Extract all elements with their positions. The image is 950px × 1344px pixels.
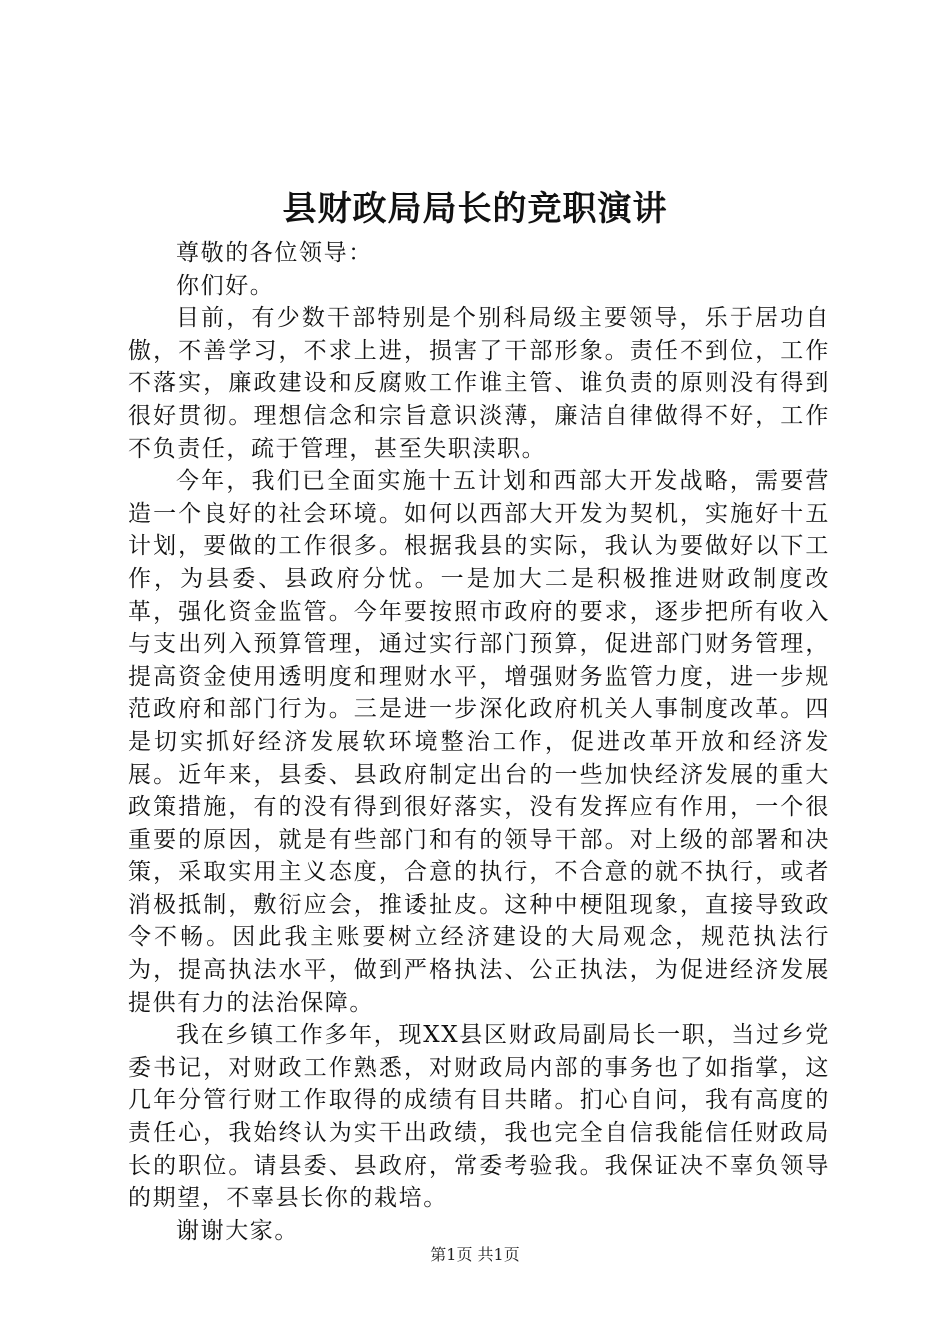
paragraph-qualifications: 我在乡镇工作多年，现XX县区财政局副局长一职，当过乡党委书记，对财政工作熟悉，对财政局内部的事务也了如指掌，这几年分管行财工作取得的成绩有目共睹。扪心自问，我有高度的责任心，我始终认为实干出政绩，我也完全自信我能信任财政局长的职位。请县委、县政府，常委考验我。我保证决不辜负领导的期望，不辜县长你的栽培。: [128, 1022, 830, 1212]
closing-thanks: 谢谢大家。: [176, 1217, 299, 1244]
document-title: 县财政局局长的竞职演讲: [282, 189, 668, 229]
page-footer: 第1页 共1页: [430, 1245, 520, 1264]
salutation: 尊敬的各位领导：: [176, 240, 373, 266]
paragraph-problems: 目前，有少数干部特别是个别科局级主要领导，乐于居功自傲，不善学习，不求上进，损害了干部形象。责任不到位，工作不落实，廉政建设和反腐败工作谁主管、谁负责的原则没有得到很好贯彻。理想信念和宗旨意识淡薄，廉洁自律做得不好，工作不负责任，疏于管理，甚至失职渎职。: [128, 305, 830, 462]
document-body: [128, 237, 830, 1247]
paragraph-work-plan: 今年，我们已全面实施十五计划和西部大开发战略，需要营造一个良好的社会环境。如何以西部大开发为契机，实施好十五计划，要做的工作很多。根据我县的实际，我认为要做好以下工作，为县委、县政府分忧。一是加大二是积极推进财政制度改革，强化资金监管。今年要按照市政府的要求，逐步把所有收入与支出列入预算管理，通过实行部门预算，促进部门财务管理，提高资金使用透明度和理财水平，增强财务监管力度，进一步规范政府和部门行为。三是进一步深化政府机关人事制度改革。四是切实抓好经济发展软环境整治工作，促进改革开放和经济发展。近年来，县委、县政府制定出台的一些加快经济发展的重大政策措施，有的没有得到很好落实，没有发挥应有作用，一个很重要的原因，就是有些部门和有的领导干部。对上级的部署和决策，采取实用主义态度，合意的执行，不合意的就不执行，或者消极抵制，敷衍应会，推诿扯皮。这种中梗阻现象，直接导致政令不畅。因此我主账要树立经济建设的大局观念，规范执法行为，提高执法水平，做到严格执法、公正执法，为促进经济发展提供有力的法治保障。: [128, 468, 830, 1016]
greeting: 你们好。: [176, 272, 275, 299]
